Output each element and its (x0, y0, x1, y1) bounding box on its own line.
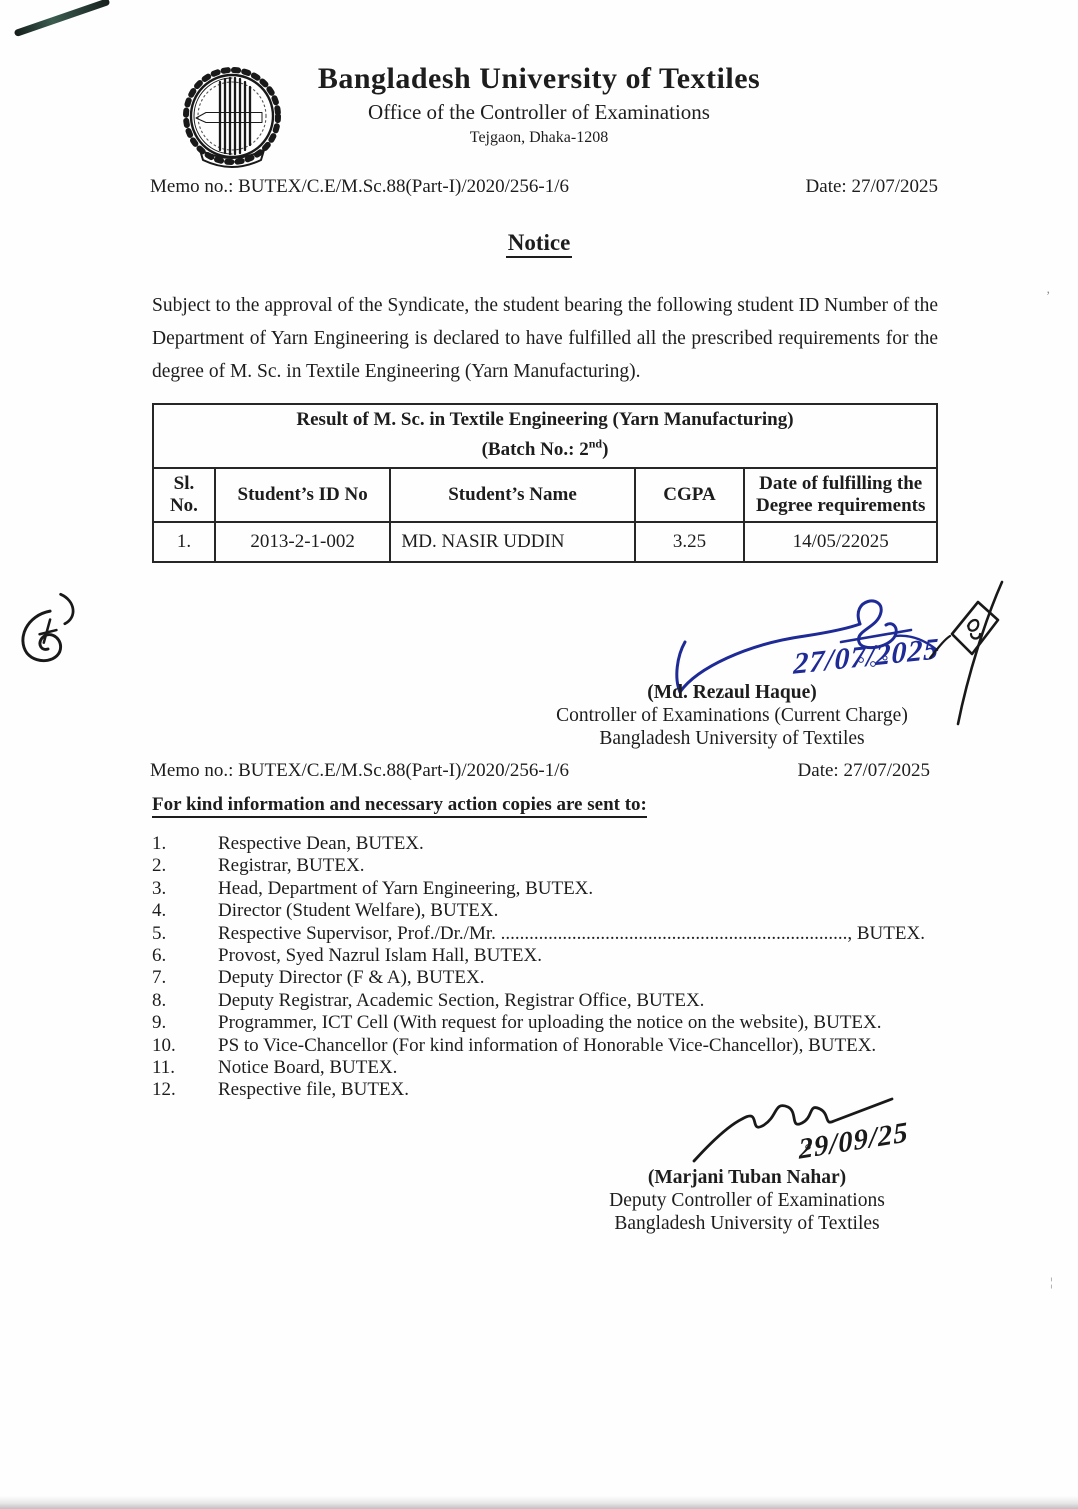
list-item: 4. Director (Student Welfare), BUTEX. (152, 900, 499, 922)
table-title-row (153, 404, 937, 468)
signatory-block-2 (557, 1166, 937, 1235)
list-item: 11. Notice Board, BUTEX. (152, 1057, 398, 1079)
list-item: 2. Registrar, BUTEX. (152, 855, 365, 877)
memo-line-2 (150, 760, 930, 782)
office-name: Office of the Controller of Examinations (368, 100, 710, 124)
cell-id: 2013-2-1-002 (215, 522, 391, 562)
handwritten-date-2: 29/09/25 (797, 1116, 910, 1166)
scan-artifact: ¦ (1050, 1274, 1053, 1289)
signatory-title: Deputy Controller of Examinations (609, 1190, 885, 1211)
memo-number: Memo no.: BUTEX/C.E/M.Sc.88(Part-I)/2020/256-1/6 (150, 176, 570, 197)
col-header-name: Student’s Name (390, 468, 634, 522)
pen-scan-mark (14, 0, 111, 37)
memo-date: Date: 27/07/2025 (805, 176, 938, 197)
result-table (152, 403, 938, 563)
handwritten-date-1: 27/07/2025 (792, 632, 940, 681)
notice-body: Subject to the approval of the Syndicate, the student bearing the following student ID Number of the Department of Yarn Engineering is declared to have fulfilled all the prescribed requirements for the degree of M. Sc. in Textile Engineering (Yarn Manufacturing). (152, 295, 938, 382)
letterhead (0, 62, 1078, 147)
col-header-cgpa: CGPA (635, 468, 745, 522)
batch-line: (Batch No.: 2nd) (481, 437, 609, 461)
list-item: 1. Respective Dean, BUTEX. (152, 833, 424, 854)
list-item: 10. PS to Vice-Chancellor (For kind information of Honorable Vice-Chancellor), BUTEX. (152, 1034, 877, 1056)
table-row (153, 522, 937, 562)
distribution-heading: For kind information and necessary action copies are sent to: (152, 794, 647, 816)
signatory-org: Bangladesh University of Textiles (599, 728, 865, 749)
cell-date: 14/05/22025 (744, 522, 937, 562)
cell-sl: 1. (153, 522, 215, 562)
notice-heading: Notice (0, 230, 1078, 256)
distribution-list (152, 833, 952, 1102)
signatory-org: Bangladesh University of Textiles (614, 1213, 880, 1234)
signatory-name: (Marjani Tuban Nahar) (647, 1167, 847, 1188)
scan-edge (0, 1496, 1078, 1509)
list-item: 9. Programmer, ICT Cell (With request for uploading the notice on the website), BUTEX. (152, 1012, 882, 1034)
col-header-sl: Sl. No. (153, 468, 215, 522)
memo-number: Memo no.: BUTEX/C.E/M.Sc.88(Part-I)/2020/256-1/6 (150, 760, 570, 781)
memo-date: Date: 27/07/2025 (797, 760, 930, 781)
list-item: 12. Respective file, BUTEX. (152, 1079, 410, 1101)
signatory-block-1 (520, 681, 944, 750)
scan-artifact: ’ (1046, 288, 1051, 303)
list-item: 6. Provost, Syed Nazrul Islam Hall, BUTEX. (152, 945, 543, 967)
signatory-title: Controller of Examinations (Current Charge) (556, 705, 908, 726)
margin-initial-mark (14, 588, 82, 670)
cell-cgpa: 3.25 (635, 522, 745, 562)
office-address: Tejgaon, Dhaka-1208 (469, 129, 609, 146)
list-item: 5. Respective Supervisor, Prof./Dr./Mr. ........................................................................., BUTEX. (152, 922, 925, 944)
memo-line-1 (150, 176, 938, 198)
university-name: Bangladesh University of Textiles (317, 62, 761, 95)
cell-name: MD. NASIR UDDIN (390, 522, 634, 562)
table-title: Result of M. Sc. in Textile Engineering (Yarn Manufacturing) (Batch No.: 2nd) (153, 404, 937, 468)
list-item: 8. Deputy Registrar, Academic Section, Registrar Office, BUTEX. (152, 989, 705, 1011)
list-item: 3. Head, Department of Yarn Engineering, BUTEX. (152, 877, 594, 899)
list-item: 7. Deputy Director (F & A), BUTEX. (152, 967, 485, 989)
col-header-id: Student’s ID No (215, 468, 391, 522)
signatory-name: (Md. Rezaul Haque) (647, 682, 817, 703)
col-header-date: Date of fulfilling the Degree requirements (744, 468, 937, 522)
table-header-row (153, 468, 937, 522)
